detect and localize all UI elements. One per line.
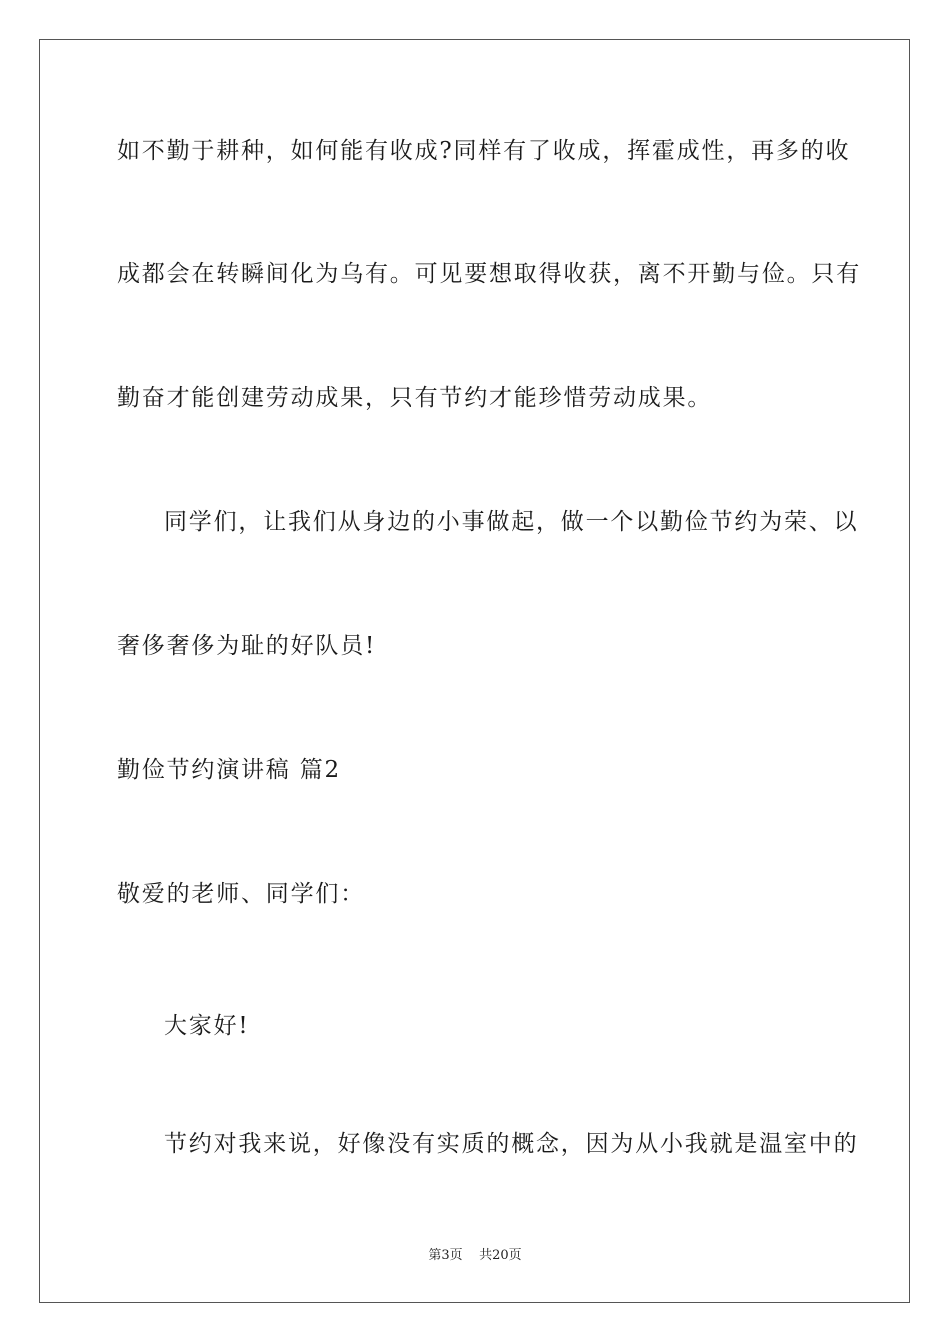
body-text-line: 勤奋才能创建劳动成果，只有节约才能珍惜劳动成果。 (117, 385, 713, 411)
body-text-line: 成都会在转瞬间化为乌有。可见要想取得收获，离不开勤与俭。只有 (117, 261, 861, 287)
greeting: 大家好! (164, 1013, 250, 1039)
salutation: 敬爱的老师、同学们： (117, 881, 365, 907)
body-text-line: 节约对我来说，好像没有实质的概念，因为从小我就是温室中的 (164, 1131, 859, 1157)
page-number: 第3页 共20页 (428, 1248, 522, 1263)
body-text-line: 同学们，让我们从身边的小事做起，做一个以勤俭节约为荣、以 (164, 509, 859, 535)
page-frame (39, 39, 910, 1303)
body-text-line: 如不勤于耕种，如何能有收成?同样有了收成，挥霍成性，再多的收 (117, 138, 851, 164)
section-heading: 勤俭节约演讲稿 篇2 (117, 757, 341, 783)
body-text-line: 奢侈奢侈为耻的好队员! (117, 633, 377, 659)
